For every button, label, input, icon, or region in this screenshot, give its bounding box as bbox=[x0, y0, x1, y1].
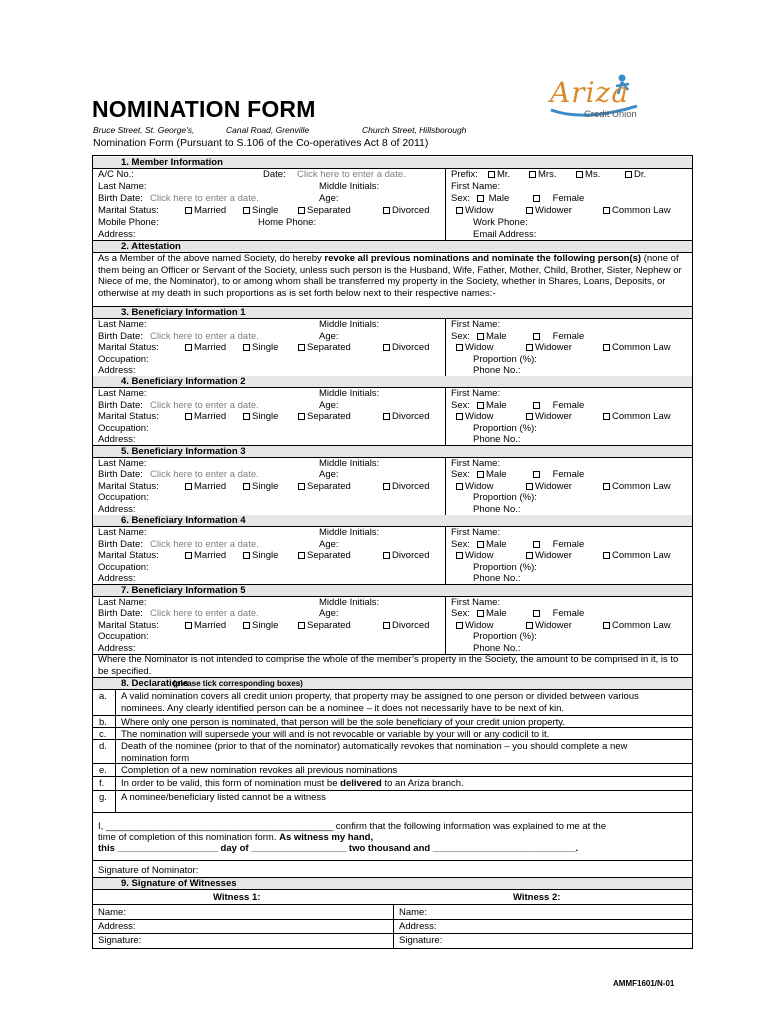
sex-female-checkbox[interactable]: Female bbox=[533, 193, 584, 204]
sex-label: Sex: bbox=[451, 399, 471, 411]
widower-checkbox[interactable]: Widower bbox=[526, 481, 572, 492]
witness-1-address-field[interactable]: Address: bbox=[98, 921, 136, 932]
section-declarations-heading: 8. Declarations (please tick corresponding boxes) bbox=[93, 678, 692, 689]
divider bbox=[93, 889, 692, 890]
declaration-letter: e. bbox=[99, 765, 107, 776]
age-field[interactable]: Age: bbox=[319, 538, 339, 550]
logo-text: Ariza bbox=[550, 76, 630, 109]
address-field[interactable]: Address: bbox=[98, 229, 136, 240]
work-phone-field[interactable]: Work Phone: bbox=[473, 217, 528, 228]
separated-checkbox[interactable]: Separated bbox=[298, 205, 351, 216]
witness-1-signature-field[interactable]: Signature: bbox=[98, 935, 142, 946]
witness-1-name-field[interactable]: Name: bbox=[98, 907, 126, 918]
declaration-letter: b. bbox=[99, 717, 107, 728]
separated-checkbox[interactable]: Separated bbox=[298, 342, 351, 353]
middle-initials-field[interactable]: Middle Initials: bbox=[319, 181, 380, 192]
divider bbox=[93, 457, 692, 458]
divorced-checkbox[interactable]: Divorced bbox=[383, 205, 430, 216]
divider bbox=[93, 776, 692, 777]
confirmation-text-2: time of completion of this nomination form. As witness my hand, bbox=[98, 832, 374, 843]
middle-initials-field[interactable]: Middle Initials: bbox=[319, 527, 380, 539]
date-label: Date: bbox=[263, 169, 286, 180]
birth-date-picker[interactable]: Click here to enter a date. bbox=[150, 193, 259, 204]
divider bbox=[445, 318, 446, 376]
divorced-checkbox[interactable]: Divorced bbox=[383, 481, 430, 492]
sex-male-checkbox[interactable]: Male bbox=[477, 469, 507, 480]
sex-male-checkbox[interactable]: Male bbox=[477, 539, 507, 550]
single-checkbox[interactable]: Single bbox=[243, 342, 278, 353]
sex-label: Sex: bbox=[451, 608, 471, 620]
address-field[interactable]: Address: bbox=[98, 434, 136, 446]
single-checkbox[interactable]: Single bbox=[243, 411, 278, 422]
single-checkbox[interactable]: Single bbox=[243, 620, 278, 631]
sex-label: Sex: bbox=[451, 469, 471, 481]
birth-date-label: Birth Date: bbox=[98, 608, 143, 620]
first-name-field[interactable]: First Name: bbox=[451, 457, 501, 469]
divider bbox=[93, 387, 692, 388]
first-name-field[interactable]: First Name: bbox=[451, 388, 501, 400]
phone-no-field[interactable]: Phone No.: bbox=[473, 365, 521, 376]
section-heading-text: 6. Beneficiary Information 4 bbox=[121, 515, 246, 527]
last-name-field[interactable]: Last Name: bbox=[98, 596, 147, 608]
divider bbox=[93, 790, 692, 791]
attestation-text: As a Member of the above named Society, do hereby revoke all previous nominations and nominate the following person(s) (none of them being an Officer or Servant of the Society, unless such person is the Husband, Wife, Father, Mother, Child, Brother, Sister, Nephew or Niece of me, the Nominator), to or among whom shall be transferred my property in the Society, whether in Shares, Loans, Deposits, or otherwise at my death in such proportions as is set forth below next to their respective names:- bbox=[98, 253, 682, 299]
prefix-dr-checkbox[interactable]: Dr. bbox=[625, 169, 646, 180]
last-name-field[interactable]: Last Name: bbox=[98, 527, 147, 539]
page-title: NOMINATION FORM bbox=[92, 96, 316, 122]
last-name-field[interactable]: Last Name: bbox=[98, 319, 147, 330]
widow-checkbox[interactable]: Widow bbox=[456, 205, 494, 216]
divider bbox=[445, 387, 446, 445]
first-name-field[interactable]: First Name: bbox=[451, 181, 501, 192]
home-phone-field[interactable]: Home Phone: bbox=[258, 217, 317, 228]
declaration-a-text: A valid nomination covers all credit union property, that property may be assigned to one person or divided between various nominees. Any clearly identified person can be a nominee – it does not necessarily have to be next of kin. bbox=[121, 691, 639, 714]
married-checkbox[interactable]: Married bbox=[185, 481, 226, 492]
section-beneficiary-1-heading bbox=[93, 307, 692, 318]
age-field[interactable]: Age: bbox=[319, 193, 339, 204]
middle-initials-field[interactable]: Middle Initials: bbox=[319, 457, 380, 469]
prefix-ms-checkbox[interactable]: Ms. bbox=[576, 169, 600, 180]
birth-date-picker[interactable]: Click here to enter a date. bbox=[150, 469, 259, 481]
section-heading-text: 3. Beneficiary Information 1 bbox=[121, 307, 246, 318]
section-heading-text: 4. Beneficiary Information 2 bbox=[121, 376, 246, 388]
address-hillsborough: Church Street, Hillsborough bbox=[362, 125, 467, 135]
divider bbox=[93, 812, 692, 813]
divider bbox=[93, 318, 692, 319]
divider bbox=[93, 689, 692, 690]
divorced-checkbox[interactable]: Divorced bbox=[383, 620, 430, 631]
marital-status-label: Marital Status: bbox=[98, 205, 159, 216]
declaration-b-text: Where only one person is nominated, that person will be the sole beneficiary of your credit union property. bbox=[121, 717, 565, 728]
separated-checkbox[interactable]: Separated bbox=[298, 481, 351, 492]
remainder-note: Where the Nominator is not intended to comprise the whole of the member’s property in the Society, the amount to be comprised in it, is to be specified. bbox=[98, 654, 679, 677]
nominator-signature-field[interactable]: Signature of Nominator: bbox=[98, 865, 199, 876]
phone-no-field[interactable]: Phone No.: bbox=[473, 573, 521, 585]
confirmation-text-3: this ___________________ day of __________________ two thousand and ___________________________. bbox=[98, 843, 579, 854]
form-subtitle: Nomination Form (Pursuant to S.106 of the Co-operatives Act 8 of 2011) bbox=[93, 137, 429, 149]
section-heading-text: 5. Beneficiary Information 3 bbox=[121, 445, 246, 457]
address-grenville: Canal Road, Grenville bbox=[226, 125, 310, 135]
section-attestation-heading: 2. Attestation bbox=[93, 241, 692, 252]
witness-2-heading: Witness 2: bbox=[513, 892, 561, 903]
single-checkbox[interactable]: Single bbox=[243, 205, 278, 216]
birth-date-picker[interactable]: Click here to enter a date. bbox=[150, 608, 259, 620]
address-field[interactable]: Address: bbox=[98, 573, 136, 585]
proportion-field[interactable]: Proportion (%): bbox=[473, 353, 537, 365]
proportion-field[interactable]: Proportion (%): bbox=[473, 492, 537, 504]
section-beneficiary-2-heading bbox=[93, 376, 692, 387]
married-checkbox[interactable]: Married bbox=[185, 342, 226, 353]
common-law-checkbox[interactable]: Common Law bbox=[603, 620, 671, 631]
divider bbox=[93, 526, 692, 527]
age-field[interactable]: Age: bbox=[319, 469, 339, 481]
widower-checkbox[interactable]: Widower bbox=[526, 620, 572, 631]
marital-status-label: Marital Status: bbox=[98, 619, 159, 631]
marital-status-label: Marital Status: bbox=[98, 411, 159, 423]
married-checkbox[interactable]: Married bbox=[185, 550, 226, 561]
divider bbox=[93, 739, 692, 740]
widow-checkbox[interactable]: Widow bbox=[456, 550, 494, 561]
declaration-letter: d. bbox=[99, 741, 107, 752]
middle-initials-field[interactable]: Middle Initials: bbox=[319, 388, 380, 400]
section-beneficiary-5-heading bbox=[93, 585, 692, 596]
birth-date-picker[interactable]: Click here to enter a date. bbox=[150, 330, 259, 342]
birth-date-picker[interactable]: Click here to enter a date. bbox=[150, 538, 259, 550]
age-field[interactable]: Age: bbox=[319, 608, 339, 620]
address-field[interactable]: Address: bbox=[98, 365, 136, 376]
divider bbox=[93, 596, 692, 597]
witness-2-address-field[interactable]: Address: bbox=[399, 921, 437, 932]
address-field[interactable]: Address: bbox=[98, 503, 136, 515]
phone-no-field[interactable]: Phone No.: bbox=[473, 434, 521, 446]
sex-female-checkbox[interactable]: Female bbox=[533, 331, 584, 342]
occupation-field[interactable]: Occupation: bbox=[98, 422, 149, 434]
birth-date-label: Birth Date: bbox=[98, 538, 143, 550]
declaration-letter: f. bbox=[99, 778, 105, 789]
occupation-field[interactable]: Occupation: bbox=[98, 631, 149, 643]
witness-2-name-field[interactable]: Name: bbox=[399, 907, 427, 918]
last-name-field[interactable]: Last Name: bbox=[98, 181, 147, 192]
common-law-checkbox[interactable]: Common Law bbox=[603, 550, 671, 561]
widower-checkbox[interactable]: Widower bbox=[526, 205, 572, 216]
declaration-letter: c. bbox=[99, 729, 107, 740]
address-field[interactable]: Address: bbox=[98, 642, 136, 654]
divider bbox=[393, 904, 394, 948]
first-name-field[interactable]: First Name: bbox=[451, 319, 501, 330]
widower-checkbox[interactable]: Widower bbox=[526, 411, 572, 422]
last-name-field[interactable]: Last Name: bbox=[98, 457, 147, 469]
occupation-field[interactable]: Occupation: bbox=[98, 353, 149, 365]
occupation-field[interactable]: Occupation: bbox=[98, 492, 149, 504]
common-law-checkbox[interactable]: Common Law bbox=[603, 342, 671, 353]
common-law-checkbox[interactable]: Common Law bbox=[603, 411, 671, 422]
section-heading-text: 7. Beneficiary Information 5 bbox=[121, 584, 246, 596]
divider bbox=[93, 715, 692, 716]
common-law-checkbox[interactable]: Common Law bbox=[603, 205, 671, 216]
divider bbox=[115, 689, 116, 812]
sex-female-checkbox[interactable]: Female bbox=[533, 400, 584, 411]
form-code: AMMF1601/N-01 bbox=[613, 979, 675, 988]
section-member-heading: 1. Member Information bbox=[93, 157, 692, 168]
proportion-field[interactable]: Proportion (%): bbox=[473, 561, 537, 573]
witness-2-signature-field[interactable]: Signature: bbox=[399, 935, 443, 946]
confirmation-text-1: I, ___________________________________________ confirm that the following information was explained to me at the bbox=[98, 821, 607, 832]
separated-checkbox[interactable]: Separated bbox=[298, 550, 351, 561]
proportion-field[interactable]: Proportion (%): bbox=[473, 422, 537, 434]
widow-checkbox[interactable]: Widow bbox=[456, 342, 494, 353]
sex-male-checkbox[interactable]: Male bbox=[477, 608, 507, 619]
birth-date-picker[interactable]: Click here to enter a date. bbox=[150, 399, 259, 411]
divider bbox=[93, 860, 692, 861]
sex-male-checkbox[interactable]: Male bbox=[477, 193, 509, 204]
sex-female-checkbox[interactable]: Female bbox=[533, 608, 584, 619]
sex-female-checkbox[interactable]: Female bbox=[533, 539, 584, 550]
ac-no-label: A/C No.: bbox=[98, 169, 134, 180]
sex-female-checkbox[interactable]: Female bbox=[533, 469, 584, 480]
divorced-checkbox[interactable]: Divorced bbox=[383, 342, 430, 353]
middle-initials-field[interactable]: Middle Initials: bbox=[319, 596, 380, 608]
widow-checkbox[interactable]: Widow bbox=[456, 620, 494, 631]
occupation-field[interactable]: Occupation: bbox=[98, 561, 149, 573]
birth-date-label: Birth Date: bbox=[98, 330, 143, 342]
prefix-mr-checkbox[interactable]: Mr. bbox=[488, 169, 510, 180]
separated-checkbox[interactable]: Separated bbox=[298, 620, 351, 631]
sex-male-checkbox[interactable]: Male bbox=[477, 400, 507, 411]
divider bbox=[93, 763, 692, 764]
section-beneficiary-3-heading bbox=[93, 446, 692, 457]
phone-no-field[interactable]: Phone No.: bbox=[473, 503, 521, 515]
prefix-label: Prefix: bbox=[451, 169, 478, 180]
separated-checkbox[interactable]: Separated bbox=[298, 411, 351, 422]
marital-status-label: Marital Status: bbox=[98, 480, 159, 492]
logo-subtitle: Credit Union bbox=[584, 109, 637, 120]
section-witnesses-heading: 9. Signature of Witnesses bbox=[93, 878, 692, 889]
married-checkbox[interactable]: Married bbox=[185, 411, 226, 422]
form-table bbox=[92, 155, 693, 949]
sex-label: Sex: bbox=[451, 330, 471, 342]
declaration-g-text: A nominee/beneficiary listed cannot be a witness bbox=[121, 792, 326, 803]
last-name-field[interactable]: Last Name: bbox=[98, 388, 147, 400]
single-checkbox[interactable]: Single bbox=[243, 550, 278, 561]
phone-no-field[interactable]: Phone No.: bbox=[473, 642, 521, 654]
divider bbox=[445, 596, 446, 654]
widower-checkbox[interactable]: Widower bbox=[526, 342, 572, 353]
mobile-phone-field[interactable]: Mobile Phone: bbox=[98, 217, 159, 228]
email-field[interactable]: Email Address: bbox=[473, 229, 537, 240]
declaration-f-text: In order to be valid, this form of nomination must be delivered to an Ariza branch. bbox=[121, 778, 464, 789]
declaration-letter: a. bbox=[99, 691, 107, 702]
section-beneficiary-4-heading bbox=[93, 515, 692, 526]
declaration-e-text: Completion of a new nomination revokes all previous nominations bbox=[121, 765, 398, 776]
married-checkbox[interactable]: Married bbox=[185, 205, 226, 216]
witness-1-heading: Witness 1: bbox=[213, 892, 261, 903]
proportion-field[interactable]: Proportion (%): bbox=[473, 631, 537, 643]
widow-checkbox[interactable]: Widow bbox=[456, 411, 494, 422]
age-field[interactable]: Age: bbox=[319, 399, 339, 411]
divider bbox=[445, 168, 446, 240]
date-picker[interactable]: Click here to enter a date. bbox=[297, 169, 406, 180]
address-st-georges: Bruce Street, St. George’s, bbox=[93, 125, 195, 135]
divider bbox=[445, 526, 446, 584]
marital-status-label: Marital Status: bbox=[98, 342, 159, 353]
declaration-c-text: The nomination will supersede your will and is not revocable or variable by your will or any codicil to it. bbox=[121, 729, 550, 740]
sex-male-checkbox[interactable]: Male bbox=[477, 331, 507, 342]
divider bbox=[445, 457, 446, 515]
sex-label: Sex: bbox=[451, 538, 471, 550]
common-law-checkbox[interactable]: Common Law bbox=[603, 481, 671, 492]
first-name-field[interactable]: First Name: bbox=[451, 596, 501, 608]
widow-checkbox[interactable]: Widow bbox=[456, 481, 494, 492]
single-checkbox[interactable]: Single bbox=[243, 481, 278, 492]
married-checkbox[interactable]: Married bbox=[185, 620, 226, 631]
widower-checkbox[interactable]: Widower bbox=[526, 550, 572, 561]
divorced-checkbox[interactable]: Divorced bbox=[383, 550, 430, 561]
age-field[interactable]: Age: bbox=[319, 330, 339, 342]
prefix-mrs-checkbox[interactable]: Mrs. bbox=[529, 169, 556, 180]
divorced-checkbox[interactable]: Divorced bbox=[383, 411, 430, 422]
birth-date-label: Birth Date: bbox=[98, 399, 143, 411]
first-name-field[interactable]: First Name: bbox=[451, 527, 501, 539]
declaration-d-text: Death of the nominee (prior to that of the nominator) automatically revokes that nomination – you should complete a new nomination form bbox=[121, 741, 628, 764]
birth-date-label: Birth Date: bbox=[98, 469, 143, 481]
sex-label: Sex: bbox=[451, 193, 471, 204]
divider bbox=[93, 727, 692, 728]
middle-initials-field[interactable]: Middle Initials: bbox=[319, 319, 380, 330]
birth-date-label: Birth Date: bbox=[98, 193, 143, 204]
declaration-letter: g. bbox=[99, 792, 107, 803]
marital-status-label: Marital Status: bbox=[98, 550, 159, 562]
